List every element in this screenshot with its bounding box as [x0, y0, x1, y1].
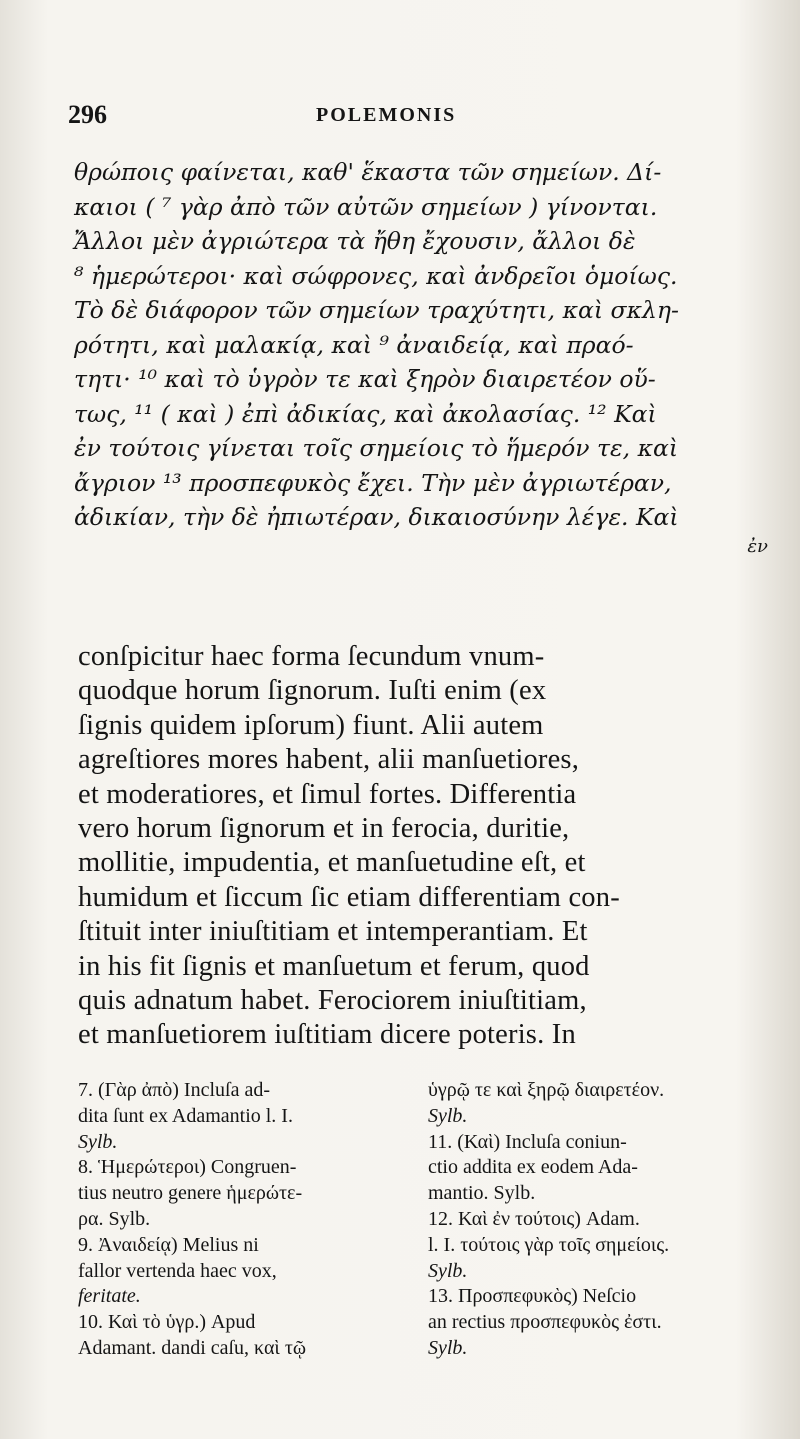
running-head: POLEMONIS	[316, 104, 457, 126]
footnote-line: 12. Καὶ ἐν τούτοις) Adam.	[428, 1207, 640, 1230]
latin-line: mollitie, impudentia, et manſuetudine eſt, et	[78, 847, 586, 879]
latin-line: in his fit ſignis et manſuetum et ferum, quod	[78, 950, 590, 982]
greek-line: ⁸ ἡμερώτεροι· καὶ σώφρονες, καὶ ἀνδρεῖοι ὁμοίως.	[74, 261, 678, 290]
latin-line: agreſtiores mores habent, alii manſuetiores,	[78, 744, 580, 776]
footnote-line: 8. Ἡμερώτεροι) Congruen-	[78, 1156, 297, 1179]
footnote-line: 11. (Καὶ) Incluſa coniun-	[428, 1130, 627, 1153]
latin-line: conſpicitur haec forma ſecundum vnum-	[78, 641, 545, 672]
footnote-line: Sylb.	[428, 1336, 468, 1359]
footnote-line: fallor vertenda haec vox,	[78, 1259, 277, 1282]
footnote-line: 7. (Γὰρ ἀπὸ) Incluſa ad-	[78, 1079, 270, 1101]
footnote-line: l. I. τούτοις γὰρ τοῖς σημείοις.	[428, 1233, 670, 1256]
latin-line: ſignis quidem ipſorum) fiunt. Alii autem	[78, 709, 544, 741]
footnotes-left-column	[78, 1078, 418, 1362]
latin-line: et manſuetiorem iuſtitiam dicere poteris. In	[78, 1019, 576, 1051]
greek-line: Ἄλλοι μὲν ἀγριώτερα τὰ ἤθη ἔχουσιν, ἄλλοι δὲ	[74, 227, 636, 255]
footnote-line: dita ſunt ex Adamantio l. I.	[78, 1104, 293, 1127]
greek-catchword: ἐν	[747, 535, 768, 557]
footnote-line: ctio addita ex eodem Ada-	[428, 1156, 638, 1179]
page-number: 296	[68, 100, 107, 129]
greek-line: Τὸ δὲ διάφορον τῶν σημείων τραχύτητι, καὶ σκλη-	[74, 296, 679, 324]
footnote-line: 13. Προσπεφυκὸς) Neſcio	[428, 1285, 637, 1308]
footnote-line: Adamant. dandi caſu, καὶ τῷ	[78, 1336, 307, 1359]
greek-line: ἀδικίαν, τὴν δὲ ἠπιωτέραν, δικαιοσύνην λέγε. Καὶ	[74, 503, 679, 531]
greek-line: ρότητι, καὶ μαλακίᾳ, καὶ ⁹ ἀναιδείᾳ, καὶ πραό-	[74, 330, 634, 359]
footnote-line: Sylb.	[428, 1104, 468, 1127]
latin-line: quis adnatum habet. Ferociorem iniuſtitiam,	[78, 984, 587, 1016]
footnote-line: Sylb.	[428, 1259, 468, 1282]
greek-text-block	[74, 155, 768, 559]
latin-line: quodque horum ſignorum. Iuſti enim (ex	[78, 675, 547, 707]
footnote-line: 10. Καὶ τὸ ὑγρ.) Apud	[78, 1311, 256, 1334]
footnotes-right-column	[428, 1078, 768, 1362]
footnote-line: an rectius προσπεφυκὸς ἐστι.	[428, 1311, 662, 1334]
latin-line: humidum et ſiccum ſic etiam differentiam con-	[78, 881, 620, 913]
greek-line: τως, ¹¹ ( καὶ ) ἐπὶ ἀδικίας, καὶ ἀκολασίας. ¹² Καὶ	[74, 399, 657, 428]
latin-line: et moderatiores, et ſimul fortes. Differentia	[78, 778, 577, 810]
footnote-line: tius neutro genere ἡμερώτε-	[78, 1182, 303, 1205]
footnote-line: ρα. Sylb.	[78, 1207, 151, 1230]
latin-line: vero horum ſignorum et in ferocia, duritie,	[78, 812, 570, 844]
greek-line: καιοι ( ⁷ γὰρ ἀπὸ τῶν αὐτῶν σημείων ) γίνονται.	[74, 192, 658, 221]
greek-line: ἄγριον ¹³ προσπεφυκὸς ἔχει. Τὴν μὲν ἀγριωτέραν,	[74, 468, 672, 497]
footnote-line: 9. Ἀναιδείᾳ) Melius ni	[78, 1233, 259, 1256]
greek-line: τητι· ¹⁰ καὶ τὸ ὑγρὸν τε καὶ ξηρὸν διαιρετέον οὕ-	[74, 365, 656, 393]
footnote-line: mantio. Sylb.	[428, 1182, 536, 1205]
footnote-line: feritate.	[78, 1285, 141, 1308]
latin-line: ſtituit inter iniuſtitiam et intemperantiam. Et	[78, 916, 588, 948]
greek-line: θρώποις φαίνεται, καθ' ἕκαστα τῶν σημείων. Δί-	[74, 158, 662, 186]
footnote-line: Sylb.	[78, 1130, 118, 1153]
greek-line: ἐν τούτοις γίνεται τοῖς σημείοις τὸ ἥμερόν τε, καὶ	[74, 434, 679, 462]
page-header	[68, 100, 768, 140]
footnote-line: ὑγρῷ τε καὶ ξηρῷ διαιρετέον.	[428, 1079, 665, 1101]
latin-translation-block	[78, 640, 768, 1053]
